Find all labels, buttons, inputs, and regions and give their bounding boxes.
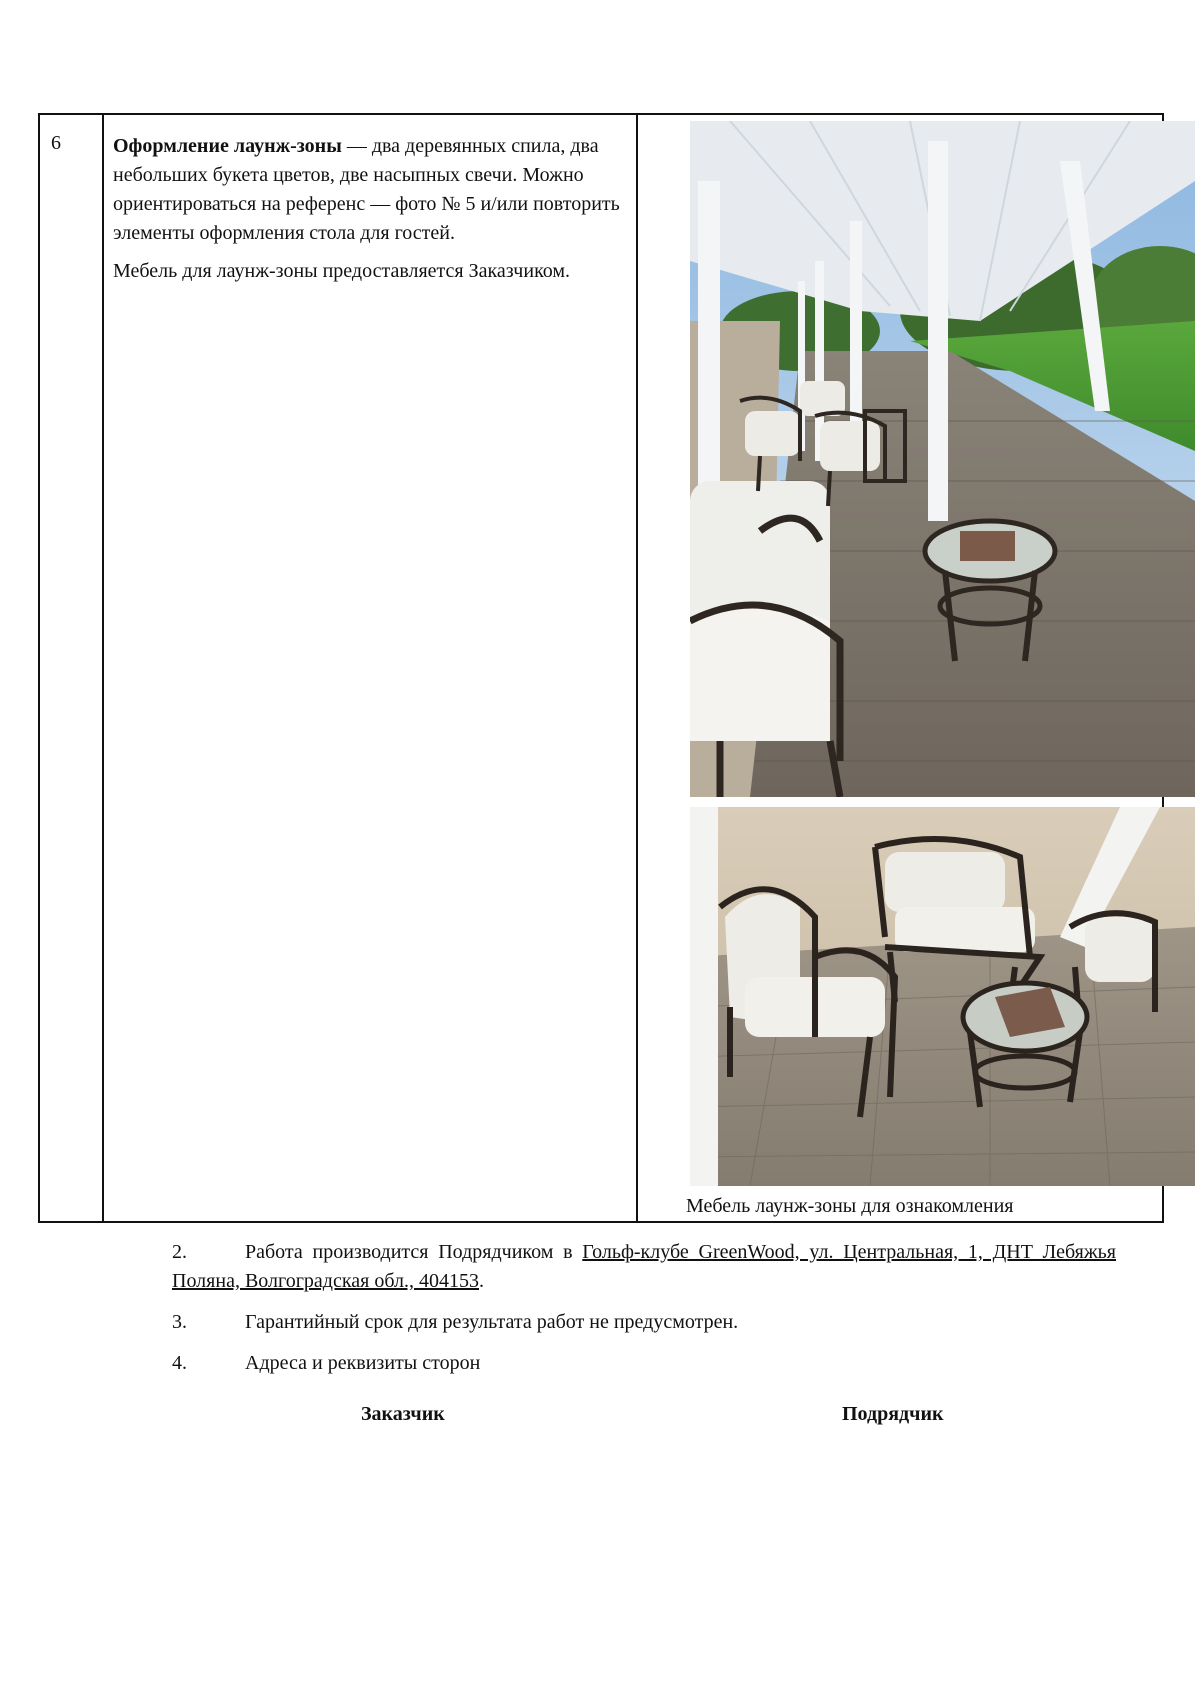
description-title: Оформление лаунж-зоны — [113, 135, 342, 157]
paragraph-text-start: Работа производится Подрядчиком в — [245, 1241, 583, 1263]
row-number: 6 — [51, 132, 61, 154]
terrace-photo — [690, 121, 1195, 797]
paragraph-number: 3. — [172, 1311, 187, 1333]
paragraph-text-end: . — [478, 1270, 484, 1292]
furniture-photo — [690, 807, 1195, 1186]
paragraph-text: Адреса и реквизиты сторон — [245, 1352, 481, 1374]
description-body: — два деревянных спила, два небольших букета цветов, две насыпных свечи. Можно ориентироваться на референс — фото № 5 и/или повторить элементы оформления стола для гостей. — [113, 135, 620, 244]
row-description — [113, 132, 625, 295]
lounge-zone-table — [38, 113, 1164, 1223]
paragraph-3 — [172, 1308, 1116, 1337]
contractor-heading: Подрядчик — [842, 1403, 944, 1425]
description-paragraph — [113, 132, 625, 248]
row-number-cell — [40, 115, 104, 1221]
paragraph-text — [172, 1238, 1116, 1296]
paragraph-2 — [172, 1238, 1116, 1296]
row-photo-cell — [638, 115, 1162, 1221]
location-address: Гольф-клубе GreenWood, ул. Центральная, 1, ДНТ Лебяжья Поляна, Волгоградская обл., 404153 — [172, 1241, 1116, 1292]
paragraph-number: 4. — [172, 1352, 187, 1374]
row-description-cell — [104, 115, 638, 1221]
paragraph-4 — [172, 1349, 1116, 1378]
paragraph-number: 2. — [172, 1241, 187, 1263]
photo-caption: Мебель лаунж-зоны для ознакомления — [686, 1195, 1014, 1217]
paragraph-text: Гарантийный срок для результата работ не предусмотрен. — [245, 1311, 739, 1333]
customer-heading: Заказчик — [361, 1403, 445, 1425]
furniture-note: Мебель для лаунж-зоны предоставляется Заказчиком. — [113, 260, 571, 282]
